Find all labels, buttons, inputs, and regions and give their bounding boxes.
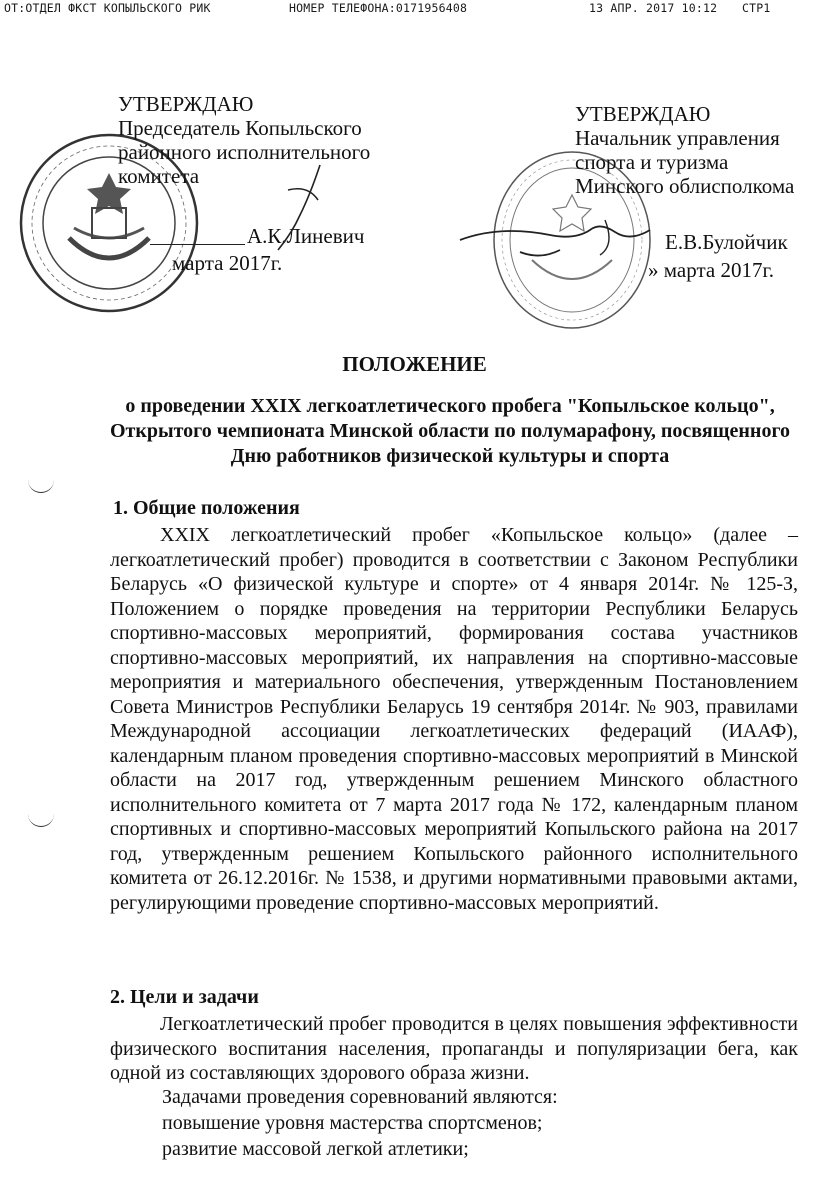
document-title: ПОЛОЖЕНИЕ — [342, 352, 487, 376]
section1-heading: 1. Общие положения — [113, 497, 300, 519]
approve-position-line2: районного исполнительного — [118, 140, 371, 164]
approve-position-line3: Минского облисполкома — [575, 174, 795, 198]
section2-text: Легкоатлетический пробег проводится в целях повышения эффективности физического воспитания населения, пропаганды и популяризации бега, как одной из составляющих здорового образа жизни. — [110, 1013, 798, 1084]
task-item-1: повышение уровня мастерства спортсменов; — [162, 1112, 543, 1134]
approve-position-line2: спорта и туризма — [575, 150, 729, 174]
fax-page: СТР1 — [742, 1, 771, 15]
approval-right — [575, 102, 794, 198]
fax-phone: НОМЕР ТЕЛЕФОНА:0171956408 — [289, 1, 468, 15]
task-item-2: развитие массовой легкой атлетики; — [162, 1138, 469, 1160]
fax-header — [4, 0, 829, 18]
approve-position-line1: Начальник управления — [575, 126, 780, 150]
section2-heading: 2. Цели и задачи — [110, 986, 259, 1008]
fax-datetime: 13 АПР. 2017 10:12 — [589, 1, 718, 15]
approve-word: УТВЕРЖДАЮ — [575, 102, 711, 126]
approver-name-right: Е.В.Булойчик — [665, 230, 788, 254]
signature-left — [250, 160, 340, 260]
approve-word: УТВЕРЖДАЮ — [118, 92, 254, 116]
tasks-intro: Задачами проведения соревнований являются: — [162, 1086, 558, 1108]
margin-mark — [28, 478, 54, 493]
signature-line-left — [150, 244, 245, 245]
section1-text: XXIX легкоатлетический пробег «Копыльское кольцо» (далее – легкоатлетический пробег) проводится в соответствии с Законом Республики Беларусь «О физической культуре и спорте» от 4 января 2014г. № 125-З, Положением о порядке проведения на территории Республики Беларусь спортивно-массовых мероприятий, формирования состава участников спортивно-массовых мероприятий, их направления на спортивно-массовые мероприятия и материального обеспечения, утвержденным Постановлением Совета Министров Республики Беларусь 19 сентября 2014г. № 903, правилами Международной ассоциации легкоатлетических федераций (ИААФ), календарным планом проведения спортивно-массовых мероприятий в Минской области на 2017 год, утвержденным решением Минского областного исполнительного комитета от 7 марта 2017 года № 172, календарным планом спортивных и спортивно-массовых мероприятий Копыльского района на 2017 год, утвержденным решением Копыльского районного исполнительного комитета от 26.12.2016г. № 1538, и другими нормативными правовыми актами, регулирующими проведение спортивно-массовых мероприятий. — [110, 524, 798, 914]
approve-position-line1: Председатель Копыльского — [118, 116, 362, 140]
signature-right — [455, 205, 675, 265]
approval-date-left: марта 2017г. — [172, 251, 283, 275]
document-subtitle: о проведении XXIX легкоатлетического пробега "Копыльское кольцо", Открытого чемпионата Минской области по полумарафону, посвященного Дню работников физической культуры и спорта — [109, 395, 791, 467]
margin-mark — [28, 812, 54, 827]
fax-sender: OT:ОТДЕЛ ФКСТ КОПЫЛЬСКОГО РИК — [4, 1, 211, 15]
approve-position-line3: комитета — [118, 164, 200, 188]
approver-name-left: А.К.Линевич — [247, 224, 365, 248]
approval-date-right: » марта 2017г. — [648, 258, 774, 282]
